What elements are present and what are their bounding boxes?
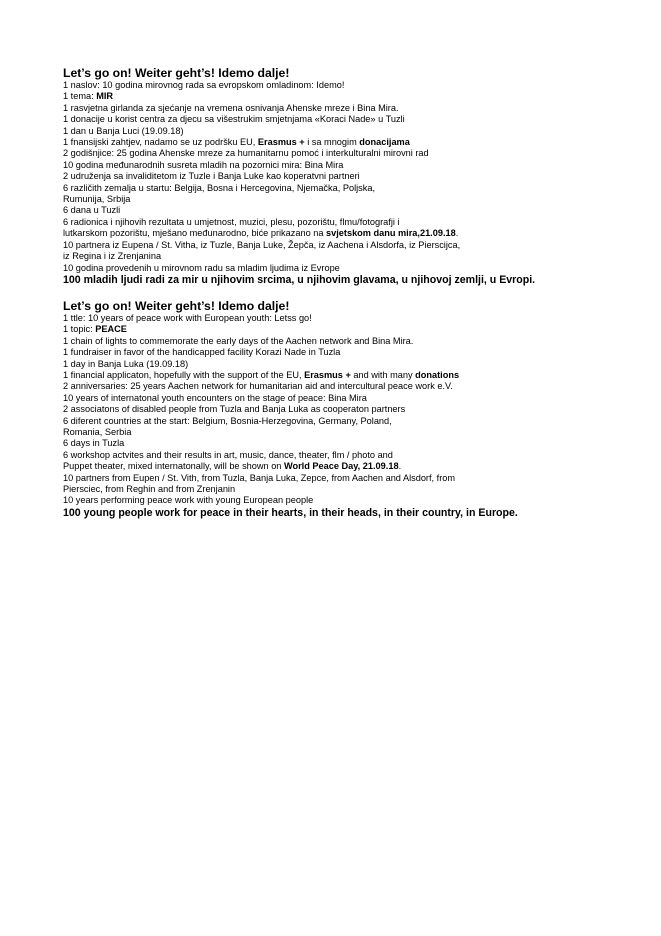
text-line <box>63 148 633 159</box>
text-segment: Romania, Serbia <box>63 426 132 437</box>
closing-statement: 100 mladih ljudi radi za mir u njihovim srcima, u njihovim glavama, u njihovoj zemlji, u Evropi. <box>63 273 536 286</box>
text-line <box>63 393 633 404</box>
text-line <box>63 263 633 274</box>
text-segment: 6 dana u Tuzli <box>63 205 121 216</box>
text-line <box>63 359 633 370</box>
text-segment: 10 godina međunarodnih susreta mladih na pozornici mira: Bina Mira <box>63 159 344 170</box>
text-segment: 6 diferent countries at the start: Belgium, Bosnia-Herzegovina, Germany, Poland, <box>63 415 392 426</box>
text-line <box>63 324 633 335</box>
text-line <box>63 217 633 228</box>
text-segment: 6 različith zemalja u startu: Belgija, Bosna i Hercegovina, Njemačka, Poljska, <box>63 182 376 193</box>
text-segment: 10 years performing peace work with young European people <box>63 495 314 506</box>
text-segment: 10 partners from Eupen / St. Vith, from Tuzla, Banja Luka, Zepce, from Aachen and Alsdorf, from <box>63 472 456 483</box>
text-line <box>63 228 633 239</box>
text-line <box>63 103 633 114</box>
text-segment: 1 financial applicaton, hopefully with the support of the EU, <box>63 369 305 380</box>
document-body <box>63 66 633 520</box>
text-line <box>63 251 633 262</box>
text-segment: 10 partnera iz Eupena / St. Vitha, iz Tuzle, Banja Luke, Žepča, iz Aachena i Alsdorfa, iz Pierscijca, <box>63 239 461 250</box>
text-segment: 1 fnansijski zahtjev, nadamo se uz podršku EU, <box>63 137 258 148</box>
text-line <box>63 438 633 449</box>
text-line <box>63 473 633 484</box>
text-segment: 6 days in Tuzla <box>63 438 125 449</box>
text-line <box>63 313 633 324</box>
text-segment: . <box>398 461 402 472</box>
text-segment: iz Regina i iz Zrenjanina <box>63 251 162 262</box>
section-english <box>63 299 633 520</box>
text-line <box>63 461 633 472</box>
text-segment: 2 godišnjice: 25 godina Ahenske mreze za humanitarnu pomoć i interkulturalni mirovni rad <box>63 148 429 159</box>
text-segment: Rumunija, Srbija <box>63 194 131 205</box>
text-segment: 6 workshop actvites and their results in art, music, dance, theater, flm / photo and <box>63 449 393 460</box>
section-heading: Let’s go on! Weiter geht’s! Idemo dalje! <box>63 66 290 80</box>
text-line <box>63 194 633 205</box>
closing-statement: 100 young people work for peace in their hearts, in their heads, in their country, in Europe. <box>63 506 518 519</box>
text-line <box>63 484 633 495</box>
text-segment: 1 day in Banja Luka (19.09.18) <box>63 358 189 369</box>
text-segment: 6 radionica i njihovih rezultata u umjetnost, muzici, plesu, pozorištu, flmu/fotografji i <box>63 216 400 227</box>
section-heading: Let’s go on! Weiter geht’s! Idemo dalje! <box>63 298 290 313</box>
bold-text: Erasmus + <box>304 369 351 380</box>
text-segment: 1 donacije u korist centra za djecu sa višestrukim smjetnjama «Koraci Nade» u Tuzli <box>63 114 405 125</box>
text-line <box>63 91 633 102</box>
bold-text: MIR <box>96 91 114 102</box>
text-line <box>63 80 633 91</box>
text-segment: and with many <box>350 369 416 380</box>
text-line <box>63 183 633 194</box>
text-segment: 1 rasvjetna girlanda za sjećanje na vremena osnivanja Ahenske mreze i Bina Mira. <box>63 102 399 113</box>
text-line <box>63 171 633 182</box>
section-bosnian <box>63 66 633 287</box>
text-segment: 10 godina provedenih u mirovnom radu sa mladim ljudima iz Evrope <box>63 262 340 273</box>
text-line <box>63 137 633 148</box>
section-gap <box>63 287 633 299</box>
text-line <box>63 126 633 137</box>
bold-text: Erasmus + <box>257 137 305 148</box>
text-line <box>63 336 633 347</box>
text-segment: 1 topic: <box>63 324 96 335</box>
text-line <box>63 381 633 392</box>
bold-text: donations <box>415 369 460 380</box>
text-line <box>63 404 633 415</box>
text-segment: 1 tema: <box>63 91 97 102</box>
text-line <box>63 370 633 381</box>
text-segment: 10 years of internatonal youth encounters on the stage of peace: Bina Mira <box>63 392 367 403</box>
bold-text: World Peace Day, 21.09.18 <box>283 461 399 472</box>
text-segment: 1 naslov: 10 godina mirovnog rada sa evropskom omladinom: Idemo! <box>63 80 345 90</box>
text-line <box>63 205 633 216</box>
text-segment: 2 associatons of disabled people from Tuzla and Banja Luka as cooperaton partners <box>63 404 406 415</box>
text-segment: 1 dan u Banja Luci (19.09.18) <box>63 125 184 136</box>
bold-text: svjetskom danu mira,21.09.18 <box>326 228 456 239</box>
text-segment: i sa mnogim <box>304 137 360 148</box>
text-line <box>63 347 633 358</box>
text-segment: lutkarskom pozorištu, mješano međunarodno, biće prikazano na <box>63 228 327 239</box>
text-line <box>63 240 633 251</box>
text-line <box>63 427 633 438</box>
text-segment: 1 ttle: 10 years of peace work with European youth: Letss go! <box>63 312 312 323</box>
bold-text: donacijama <box>359 137 410 148</box>
text-line <box>63 416 633 427</box>
bold-text: PEACE <box>95 324 127 335</box>
text-segment: Puppet theater, mixed internatonally, will be shown on <box>63 461 284 472</box>
text-line <box>63 160 633 171</box>
text-segment: Piersciec, from Reghin and from Zrenjanin <box>63 484 236 494</box>
text-line <box>63 450 633 461</box>
text-segment: 2 udruženja sa invaliditetom iz Tuzle i Banja Luke kao koperatvni partneri <box>63 171 360 182</box>
document-page <box>63 66 633 520</box>
text-segment: . <box>455 228 459 239</box>
text-segment: 2 anniversaries: 25 years Aachen network for humanitarian aid and intercultural peace work e.V. <box>63 381 453 392</box>
text-line <box>63 114 633 125</box>
text-segment: 1 chain of lights to commemorate the early days of the Aachen network and Bina Mira. <box>63 335 414 346</box>
text-line <box>63 495 633 506</box>
text-segment: 1 fundraiser in favor of the handicapped facility Korazi Nade in Tuzla <box>63 347 341 358</box>
